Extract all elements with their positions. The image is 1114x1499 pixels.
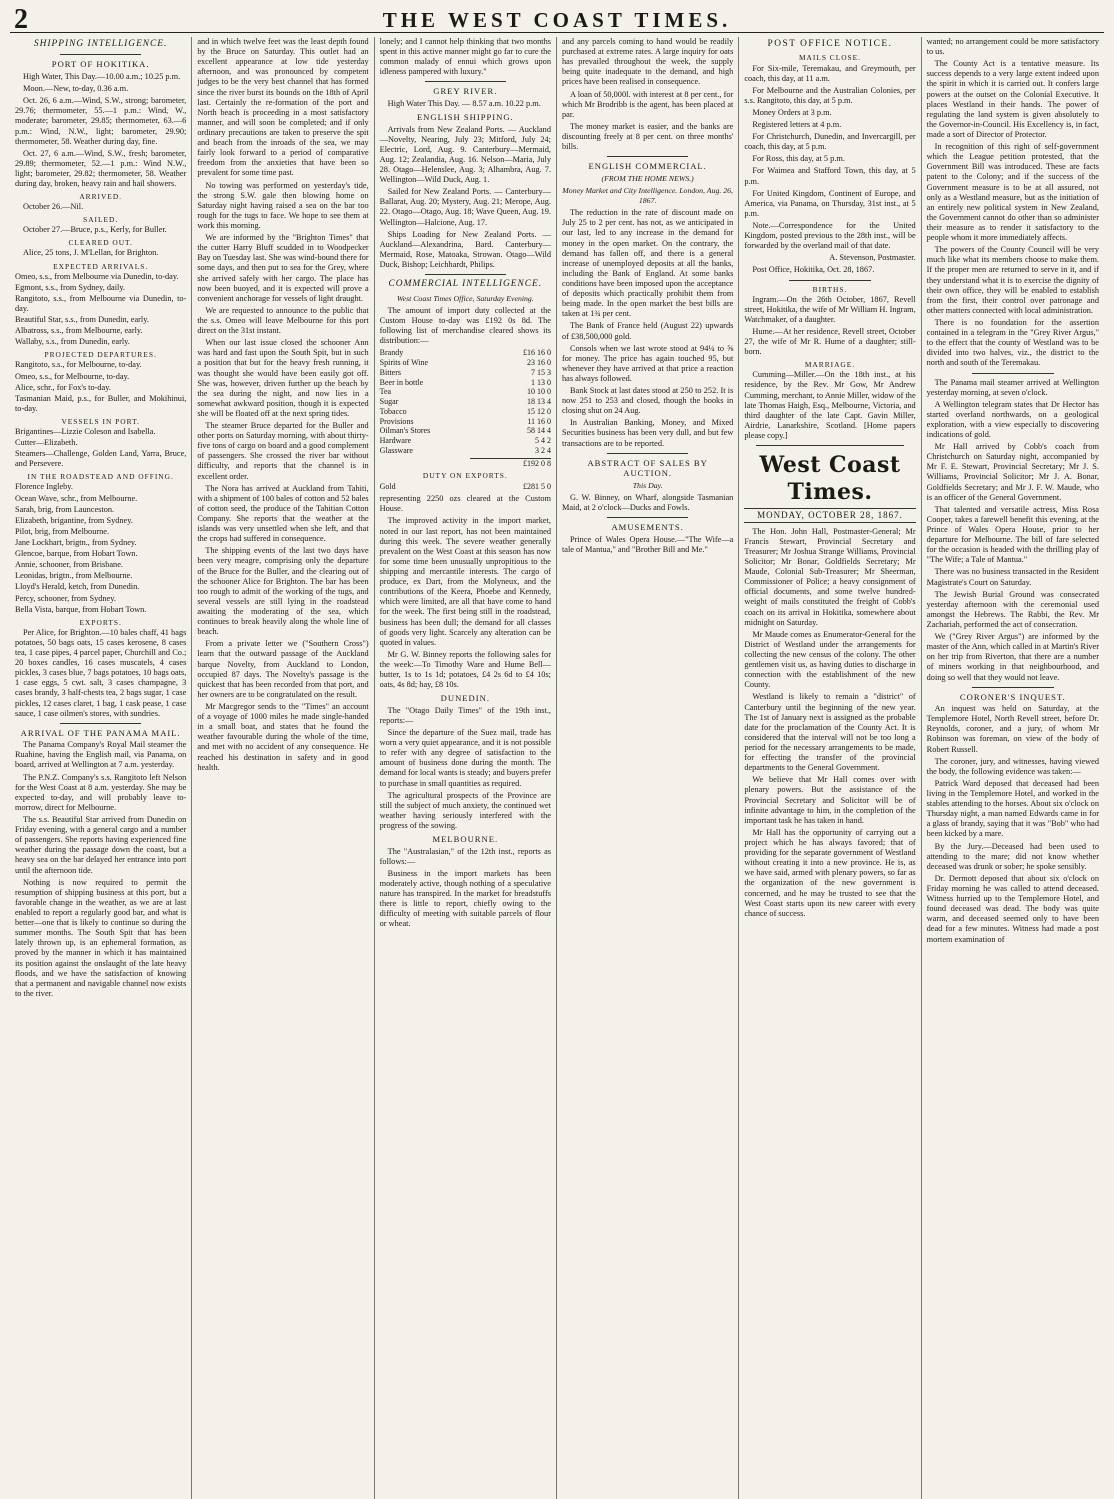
- duty-amount: 11 16 0: [527, 416, 551, 426]
- table-row: [380, 378, 551, 388]
- duty-amount: 5 4 2: [534, 436, 551, 446]
- cleared-entry: Alice, 25 tons, J. M'Lellan, for Brighton.: [23, 248, 159, 258]
- table-row: [380, 426, 551, 436]
- article-paragraph: The shipping events of the last two days have been very meagre, comprising only the departure of the Bruce for the Buller, and the clearing out of the schooner Alice for Brighton. The bar has been too rough to admit of the working of the tugs, and several vessels are still lying in the roadstead awaiting the moderating of the sea, which continues to break heavily along the whole line of beach.: [197, 546, 369, 637]
- high-water: High Water, This Day.—10.00 a.m.; 10.25 p.m.: [23, 71, 181, 81]
- projected-entry: Alice, schr., for Fox's to-day.: [15, 382, 111, 392]
- divider: [607, 517, 688, 518]
- article-paragraph: Since the departure of the Suez mail, trade has worn a very quiet appearance, and it is not possible to refer with any degree of satisfaction to the amount of business done during the month. The demand for local wants is steady; and buyers prefer to purchase in small quantities as required.: [379, 728, 551, 788]
- leader-title: West Coast Times.: [759, 452, 901, 505]
- divider: [972, 687, 1054, 688]
- duty-amount: 15 12 0: [526, 406, 551, 416]
- grey-river-heading: GREY RIVER.: [433, 86, 498, 97]
- divider: [972, 373, 1054, 374]
- article-paragraph: The steamer Bruce departed for the Buller and other ports on Saturday morning, with about thirty-five tons of cargo on board and a good complement of passengers. She crossed the river bar without difficulty, and reports that the channel is in excellent order.: [197, 421, 369, 481]
- article-paragraph: The Bank of France held (August 22) upwards of £38,500,000 gold.: [561, 321, 734, 341]
- inquest-paragraph: Patrick Ward deposed that deceased had been living in the Templemore Hotel, and worked in the stables attending to the horses. About six o'clock on Thursday night, a man named Edwards came in for a glass of brandy, saying that it was "Bob" who had been kicked by a mare.: [926, 778, 1099, 839]
- duty-item: Tobacco: [379, 406, 407, 416]
- english-shipping-heading: ENGLISH SHIPPING.: [416, 112, 514, 123]
- offing-entry: Ocean Wave, schr., from Melbourne.: [15, 493, 138, 503]
- panama-heading: ARRIVAL OF THE PANAMA MAIL.: [20, 727, 181, 738]
- english-commercial-dateline: Money Market and City Intelligence. London, Aug. 26, 1867.: [562, 186, 733, 205]
- vessels-list: [15, 427, 186, 469]
- article-paragraph: lonely; and I cannot help thinking that two months spent in this active manner might go far to cure the common malady of ennui which grows upon idleness pampered with luxury.": [379, 37, 551, 77]
- vessels-heading: VESSELS IN PORT.: [61, 416, 140, 426]
- article-paragraph: No towing was performed on yesterday's tide, the strong S.W. gale then blowing home on Saturday night having raised a sea on the bar too rough for the tugs to face. We hope to see them at work this morning.: [197, 180, 369, 230]
- news-paragraph: Mr Hall arrived by Cobb's coach from Christchurch on Saturday night, accompanied by Mr F. E. Stewart, Provincial Secretary; Mr J. S. Williams, Provincial Solicitor; Mr J. A. Bonar, Goldfields Secretary; and Mr J. F. W. Maude, who is an officer of the General Government.: [926, 442, 1099, 502]
- article-paragraph: The s.s. Beautiful Star arrived from Dunedin on Friday evening, with a general cargo and a number of passengers. She reports having experienced fine weather during the passage down the coast, but a heavy sea on the bar delayed her entrance into port until the afternoon tide.: [15, 815, 187, 875]
- news-paragraph: There was no business transacted in the Resident Magistrate's Court on Saturday.: [926, 567, 1099, 587]
- duty-item: Tea: [379, 387, 392, 397]
- amusements-heading: AMUSEMENTS.: [611, 522, 684, 533]
- column-3: [375, 37, 557, 1499]
- article-paragraph: Nothing is now required to permit the resumption of shipping business at this port, but a favorable change in the weather, as we are at last enabled to report a regularly good bar, and what is better—one that is likely to continue so during the summer months. The South Spit that has been lately thrown up, is an ephemeral formation, as proved by the manner in which it has maintained its position against the onslaught of the late heavy floods, and we have the satisfaction of knowing that a permanent and navigable channel now exists to the river.: [15, 877, 187, 998]
- postmaster-signature: A. Stevenson, Postmaster.: [829, 253, 916, 263]
- offing-entry: Sarah, brig, from Launceston.: [15, 504, 115, 514]
- article-paragraph: The "Australasian," of the 12th inst., reports as follows:—: [379, 846, 551, 866]
- column-4: [557, 37, 739, 1499]
- offing-entry: Percy, schooner, from Sydney.: [15, 593, 116, 603]
- post-office-heading: POST OFFICE NOTICE.: [767, 39, 893, 49]
- duty-item: Beer in bottle: [379, 377, 424, 387]
- duty-item: Bitters: [379, 367, 401, 377]
- table-row: [380, 348, 551, 358]
- melbourne-heading: MELBOURNE.: [432, 834, 499, 845]
- article-paragraph: The reduction in the rate of discount made on July 25 to 2 per cent. has not, as we anticipated in our last, led to any increase in the demand for money in the open market. On the contrary, the demand has fallen off, and there is a general increase of unemployed deposits at all the banks, including the Bank of England. At some banks conditions have been imposed upon the acceptance of deposits which practically prohibit them from being made. In the open market the best bills are taken at 1¾ per cent.: [561, 208, 734, 319]
- vessels-entry: Cutter—Elizabeth.: [15, 438, 78, 448]
- offing-entry: Jane Lockhart, brigtn., from Sydney.: [15, 538, 137, 547]
- section-title-shipping: SHIPPING INTELLIGENCE.: [33, 39, 168, 49]
- projected-entry: Rangitoto, s.s., for Melbourne, to-day.: [15, 360, 142, 370]
- duty-item: Oilman's Stores: [379, 426, 431, 436]
- vessels-entry: Brigantines—Lizzie Coleson and Isabella.: [15, 426, 156, 436]
- leader-paragraph: There is no foundation for the assertion contained in a telegram in the "Grey River Argus," to the effect that the county of Westland was to be divided into two halves, viz., the district to the north and south of the Teremakau.: [926, 317, 1099, 368]
- english-shipping-entry: Ships Loading for New Zealand Ports. — Auckland—Alexandrina, Bard. Canterbury—Mermaid, Rose, Matoaka, Strowan. Otago—Wild Duck, Bishop; Leichhardt, Philips.: [379, 229, 551, 269]
- offing-entry: Pilot, brig, from Melbourne.: [15, 526, 110, 536]
- moon-phase: Moon.—New, to-day, 0.36 a.m.: [23, 84, 129, 94]
- article-paragraph: We are informed by the "Brighton Times" that the cutter Harry Bluff scudded in to Woodpecker Bay on Tuesday last. She was wind-bound there for some days, and then put to sea for the Grey, where she arrived safely with her cargo. The place has now been buoyed, and it is expected will prove a convenient anchorage for vessels of light draught.: [197, 233, 369, 303]
- column-5: [739, 37, 921, 1499]
- table-row: [380, 387, 551, 397]
- post-office-dateline: Post Office, Hokitika, Oct. 28, 1867.: [752, 265, 875, 275]
- inquest-paragraph: Dr. Dermott deposed that about six o'clock on Friday morning he was called to attend deceased. Witness hurried up to the Templemore Hotel, and found deceased was dead. The body was quite warm, and deceased seemed only to have been dead for a few minutes. Witness had made a post mortem examination of: [926, 873, 1099, 944]
- columns: [10, 37, 1104, 1499]
- leader-paragraph: We believe that Mr Hall comes over with plenary powers. But the assistance of the Provincial Secretary and Solicitor will be of infinite advantage to him, in the completion of the important task he has taken in hand.: [744, 775, 916, 825]
- expected-entry: Albatross, s.s., from Melbourne, early.: [15, 326, 143, 336]
- article-paragraph: The P.N.Z. Company's s.s. Rangitoto left Nelson for the West Coast at 8 a.m. yesterday. She may be expected to-day, and will probably leave to-morrow, direct for Melbourne.: [15, 772, 187, 812]
- mail-entry: Registered letters at 4 p.m.: [752, 120, 842, 130]
- news-paragraph: That talented and versatile actress, Miss Rosa Cooper, takes a farewell benefit this evening, at the Prince of Wales Opera House, prior to her departure for Melbourne. The bill of fare selected for the occasion is headed with the thrilling play of "The Wife; a Tale of Mantua.": [926, 504, 1099, 565]
- exports-entry: Per Alice, for Brighton.—10 bales chaff, 41 bags potatoes, 50 bags oats, 15 cases kerosene, 8 cases tea, 1 case pipes, 4 parcel paper, Churchill and Co.; 20 boxes candles, 16 cases muscatels, 4 cases pickles, 3 cases blue, 7 bags potatoes, 10 bags oats, 1 case eggs, 5 cwt. salt, 3 cases champagne, 3 cases brandy, 3 half-chests tea, 2 bags sugar, 1 case pickles, 12 cases claret, 1 bag, 1 cask pease, 1 case sauce, 1 case oilmen's stores, with sundries.: [15, 627, 187, 718]
- table-row: [380, 417, 551, 427]
- inquest-paragraph: The coroner, jury, and witnesses, having viewed the body, the following evidence was taken:—: [926, 756, 1099, 776]
- duty-amount: £16 16 0: [522, 348, 551, 358]
- sailed-entry: October 27.—Bruce, p.s., Kerly, for Buller.: [23, 225, 167, 235]
- duty-amount: 10 10 0: [526, 387, 551, 397]
- weather-report: Oct. 26, 6 a.m.—Wind, S.W., strong; barometer, 29.76; thermometer, 55.—1 p.m.: Wind, W., moderate; barometer, 29.85; thermometer, 63.—6 p.m.: Wind, N.W., light; barometer, 29.90; thermometer, 58. Weather during day, fine.: [15, 96, 187, 146]
- offing-entry: Glencoe, barque, from Hobart Town.: [15, 549, 138, 559]
- article-paragraph: The agricultural prospects of the Province are still the subject of much anxiety, the continued wet weather having seriously interfered with the progress of the sowing.: [379, 790, 551, 830]
- leader-paragraph: The Hon. John Hall, Postmaster-General; Mr Francis Stewart, Provincial Secretary and Treasurer; Mr Joshua Strange Williams, Provincial Solicitor; Mr Bonar, Goldfields Secretary; Mr Maude, Colonial Sub-Treasurer; Mr Sheerman, Commissioner of Police; a heavy consignment of official documents, and some twelve hundred-weight of mails constituted the freight of Cobb's coach on its arrival in Hokitika, somewhere about midnight on Saturday.: [744, 526, 916, 627]
- news-paragraph: The Jewish Burial Ground was consecrated yesterday afternoon with the ceremonial used amongst the Hebrews. The Rabbi, the Rev. Mr Zachariah, performed the act of consecration.: [926, 589, 1099, 630]
- duty-amount: 1 13 0: [530, 377, 551, 387]
- article-paragraph: From a private letter we ("Southern Cross") learn that the outward passage of the Auckland barque Novelty, from Auckland to London, occupied 87 days. The Novelty's passage is the quickest that has been recorded from that port, and her owners are to be congratulated on the result.: [197, 639, 369, 699]
- auction-entry: G. W. Binney, on Wharf, alongside Tasmanian Maid, at 2 o'clock—Ducks and Fowls.: [561, 493, 734, 513]
- offing-list: [15, 482, 186, 614]
- article-paragraph: Consols when we last wrote stood at 94¼ to ⅝ for money. The price has again touched 95, but whenever they have arrived at that price a reaction has always followed.: [561, 343, 734, 383]
- article-paragraph: When our last issue closed the schooner Ann was hard and fast upon the South Spit, but in such a position that but for the heavy fresh running, it was thought she would have been easily got off. She was, however, driven further up the beach by the sea during the night, and now lies in a somewhat awkward position, though it is expected she will be floated off at the next spring tides.: [197, 338, 369, 418]
- article-paragraph: We are requested to announce to the public that the s.s. Omeo will leave Melbourne for this port direct on the 31st instant.: [197, 305, 369, 336]
- news-paragraph: The Panama mail steamer arrived at Wellington yesterday morning, at seven o'clock.: [926, 377, 1099, 397]
- expected-list: [15, 272, 186, 348]
- inquest-heading: CORONER'S INQUEST.: [959, 691, 1066, 702]
- article-paragraph: and any parcels coming to hand would be readily purchased at extreme rates. A large inquiry for oats has prevailed throughout the week, the supply being quite inadequate to the demand, and high prices have been realised in consequence.: [561, 37, 734, 87]
- article-paragraph: The Nora has arrived at Auckland from Tahiti, with a shipment of 100 bales of cotton and 52 bales of cotton seed, the produce of the Tahitian Cotton Company. She reports that the weather at the islands was very unsettled when she left, and that the crops had suffered in consequence.: [197, 483, 369, 544]
- article-paragraph: The money market is easier, and the banks are discounting freely at 8 per cent. on three months' bills.: [561, 121, 734, 152]
- mail-entry: For Ross, this day, at 5 p.m.: [752, 154, 845, 164]
- divider: [607, 156, 688, 157]
- duty-amount: 3 2 4: [534, 445, 551, 455]
- duty-amount: 18 13 4: [526, 397, 551, 407]
- export-duty-heading: DUTY ON EXPORTS.: [422, 471, 508, 481]
- divider: [607, 453, 688, 454]
- projected-entry: Omeo, s.s., for Melbourne, to-day.: [15, 371, 130, 381]
- divider: [60, 54, 141, 55]
- offing-entry: Lloyd's Herald, ketch, from Dunedin.: [15, 582, 140, 592]
- article-paragraph: Mr Macgregor sends to the "Times" an account of a voyage of 1000 miles he made single-handed in a small boat, and states that he found the weather favourable during the whole of the time, and met with no accident of any consequence. He reached his destination in safety and in good health.: [197, 702, 369, 772]
- expected-entry: Beautiful Star, s.s., from Dunedin, early.: [15, 315, 149, 325]
- leader-paragraph: wanted; no arrangement could be more satisfactory to us.: [926, 37, 1099, 57]
- leader-paragraph: Mr Maude comes as Enumerator-General for the District of Westland under the arrangements for collecting the new census of the colony. The other gentlemen visit us, as having duties to discharge in connection with the establishment of the new County.: [744, 629, 916, 690]
- duty-item: Provisions: [379, 416, 414, 426]
- article-paragraph: Mr G. W. Binney reports the following sales for the week:—To Timothy Ware and Hume Bell—butter, 1s to 1s 1d; potatoes, £4 2s 6d to £4 10s; oats, 4s 8d; hay, £8 10s.: [379, 649, 551, 690]
- auction-heading: ABSTRACT OF SALES BY AUCTION.: [587, 457, 708, 479]
- duty-item: Brandy: [379, 348, 404, 358]
- offing-entry: Bella Vista, barque, from Hobart Town.: [15, 604, 147, 614]
- duties-total: £192 0 8: [470, 458, 551, 469]
- commercial-intro: The amount of import duty collected at the Custom House to-day was £192 0s 8d. The following list of merchandise cleared shows its distribution:—: [379, 306, 551, 346]
- arrived-entry: October 26.—Nil.: [23, 202, 84, 212]
- english-shipping-entry: Arrivals from New Zealand Ports. — Auckland—Novelty, Nearing, July 23; Mitford, July 24; Electric, Lord, Aug. 9. Canterbury—Mermaid, Aug. 12; Zealandia, Aug. 16. Nelson—Maria, July 28. Otago—Helenslee, Aug. 3; Alhambra, Aug. 7. Wellington—Wild Duck, Aug. 1.: [379, 124, 551, 185]
- duty-amount: 23 16 0: [526, 358, 551, 368]
- expected-entry: Egmont, s.s., from Sydney, daily.: [15, 282, 126, 292]
- english-commercial-heading: ENGLISH COMMERCIAL.: [588, 161, 707, 172]
- amusements-entry: Prince of Wales Opera House.—"The Wife—a tale of Mantua," and "Brother Bill and Me.": [561, 534, 734, 554]
- table-row: [380, 446, 551, 456]
- gold-table: [380, 482, 551, 492]
- cleared-heading: CLEARED OUT.: [68, 238, 133, 248]
- leader-paragraph: Mr Hall has the opportunity of carrying out a project which he has always favored; that of providing for the separate government of Westland without creating it into a new province. He is, as we have said, armed with plenary powers, so far as the organization of the new government is concerned, and he may be trusted to see that the West Coast starts upon its new career with every chance of success.: [744, 827, 916, 918]
- port-title: PORT OF HOKITIKA.: [51, 59, 150, 70]
- table-row: [380, 436, 551, 446]
- mail-entry: For United Kingdom, Continent of Europe, and America, via Panama, on Thursday, 31st inst., at 5 p.m.: [744, 188, 916, 218]
- leader-date: MONDAY, OCTOBER 28, 1867.: [744, 508, 915, 523]
- leader-paragraph: The powers of the County Council will be very much like what its members choose to make them. If the proper men are returned to serve in it, and if they understand what it is to exercise the dignity of their own office, they will be enabled to establish from the first, their control over patronage and other matters connected with local administration.: [926, 245, 1099, 315]
- birth-notice: Ingram.—On the 26th October, 1867, Revell street, Hokitika, the wife of Mr William H. Ingram, Watchmaker, of a daughter.: [744, 294, 916, 324]
- gold-amount: £281 5 0: [522, 482, 551, 492]
- leader-paragraph: Westland is likely to remain a "district" of Canterbury until the beginning of the new year. The 1st of January next is assigned as the probable date for the proclamation of the County Act. It is considered that the interval will not be too long a period for the necessary arrangements to be made, for effecting the transfer of the provincial departments to the General Government.: [744, 692, 916, 773]
- duty-amount: 58 14 4: [526, 426, 551, 436]
- english-commercial-source: (FROM THE HOME NEWS.): [601, 173, 694, 183]
- news-paragraph: We ("Grey River Argus") are informed by the master of the Ann, which called in at Martin's River on her trip from Riverton, that there are a number of miners working in that neighbourhood, and doing so well that they would not leave.: [926, 632, 1099, 682]
- arrived-heading: ARRIVED.: [79, 192, 123, 202]
- expected-entry: Wallaby, s.s., from Dunedin, early.: [15, 337, 130, 347]
- leader-paragraph: The County Act is a tentative measure. Its success depends to a very large extent indeed upon the spirit in which it is carried out. It confers large powers at the outset on the Colonial Executive. It places Westland in their hands. The power of regulating the land system is given absolutely to the Governor-in-Council. His Excellency is, in fact, made a sort of Director of Protector.: [926, 59, 1099, 139]
- projected-list: [15, 360, 186, 414]
- mail-entry: For Christchurch, Dunedin, and Invercargill, per coach, this day, at 5 p.m.: [744, 132, 916, 152]
- column-6: [922, 37, 1104, 1499]
- divider: [425, 81, 506, 82]
- duty-item: Hardware: [379, 436, 412, 446]
- english-shipping-entry: Sailed for New Zealand Ports. — Canterbury—Ballarat, Aug. 20; Mystery, Aug. 21; Merope, Aug. 22. Otago—Otago, Aug. 18; Wave Queen, Aug. 19. Wellington—Halcione, Aug. 17.: [379, 187, 551, 227]
- article-paragraph: The Panama Company's Royal Mail steamer the Ruahine, having the English mail, via Panama, on board, arrived at Wellington at 7 a.m. yesterday.: [15, 740, 187, 770]
- duty-item: Glassware: [379, 445, 413, 455]
- vessels-entry: Steamers—Challenge, Golden Land, Yarra, Bruce, and Persevere.: [15, 449, 187, 469]
- mail-note: Note.—Correspondence for the United Kingdom, posted previous to the 28th inst., will be forwarded by the overland mail of that date.: [744, 221, 916, 251]
- commercial-heading: COMMERCIAL INTELLIGENCE.: [388, 279, 543, 290]
- mails-close-heading: MAILS CLOSE.: [798, 53, 862, 63]
- offing-entry: Annie, schooner, from Brisbane.: [15, 560, 123, 570]
- offing-entry: Florence Ingleby.: [15, 482, 73, 492]
- duty-amount: 7 15 3: [530, 367, 551, 377]
- expected-entry: Rangitoto, s.s., from Melbourne via Dunedin, to-day.: [15, 293, 187, 313]
- masthead: [10, 6, 1104, 33]
- marriage-heading: MARRIAGE.: [804, 360, 856, 370]
- leader-paragraph: In recognition of this right of self-government which the League petition protested, that the Government Bill was introduced. These are facts patent to the Colony; and if the success of the Government measure is to be at all assured, not only as a Westland measure, but as the initiation of an entirely new political system in New Zealand, the Government cannot do other than so administer their measure as to render it satisfactory to the people whom it more immediately affects.: [926, 142, 1099, 243]
- table-row: [380, 482, 551, 492]
- article-paragraph: and in which twelve feet was the least depth found by the Bruce on Saturday. This outlet had an excellent appearance at low tide yesterday afternoon, and was pronounced by competent judges to be the very best channel that has formed since the river burst its bounds on the 18th of April last. Certainly the re-formation of the port and North beach is proceeding in a most satisfactory manner, and will soon be completed; and if only ordinary precautions are taken to preserve the spit and beach from the inroads of the sea, we may fairly look forward to a period of comparative freedom from the anxieties that have been so prevalent for some time past.: [197, 37, 369, 178]
- projected-heading: PROJECTED DEPARTURES.: [44, 350, 157, 360]
- duty-item: Spirits of Wine: [379, 358, 429, 368]
- expected-entry: Omeo, s.s., from Melbourne via Dunedin, to-day.: [15, 271, 179, 281]
- table-row: [380, 407, 551, 417]
- divider: [756, 445, 903, 446]
- mail-entry: Money Orders at 3 p.m.: [752, 107, 832, 117]
- article-paragraph: Bank Stock at last dates stood at 250 to 252. It is now 251 to 253 and closed, though the books in closing shut on 24 Aug.: [561, 386, 734, 416]
- auction-date: This Day.: [632, 480, 663, 490]
- table-row: [380, 397, 551, 407]
- grey-river-high-water: High Water This Day. — 8.57 a.m. 10.22 p.m.: [387, 98, 541, 108]
- article-paragraph: The "Otago Daily Times" of the 19th inst., reports:—: [379, 705, 551, 725]
- duties-table: [380, 348, 551, 455]
- sailed-heading: SAILED.: [83, 215, 119, 225]
- gold-note: representing 2250 ozs cleared at the Custom House.: [379, 494, 551, 514]
- births-heading: BIRTHS.: [812, 284, 848, 294]
- paper-name: THE WEST COAST TIMES.: [382, 8, 732, 32]
- weather-report: Oct. 27, 6 a.m.—Wind, S.W., fresh; barometer, 29.89; thermometer, 52.—1 p.m.: Wind N.W., light; barometer, 29.82; thermometer, 58. Weather during day, broken, heavy rain and hail showers.: [15, 148, 187, 189]
- exports-heading: EXPORTS.: [79, 617, 122, 627]
- offing-entry: Leonidas, brigtn., from Melbourne.: [15, 571, 133, 581]
- divider: [60, 723, 141, 724]
- birth-notice: Hume.—At her residence, Revell street, October 27, the wife of Mr R. Hume of a daughter; still-born.: [744, 326, 916, 357]
- duty-item: Sugar: [379, 397, 399, 407]
- news-paragraph: A Wellington telegram states that Dr Hector has started overland northwards, on a geological exploration, with a view especially to discovering indications of gold.: [926, 399, 1099, 440]
- projected-entry: Tasmanian Maid, p.s., for Buller, and Mokihinui, to-day.: [15, 393, 187, 413]
- commercial-dateline: West Coast Times Office, Saturday Evening.: [396, 293, 534, 303]
- column-2: [192, 37, 374, 1499]
- divider: [425, 274, 506, 275]
- article-paragraph: The improved activity in the import market, noted in our last report, has not been maintained during this week. The severe weather generally prevalent on the West Coast at this season has now for some time been unusually unpropitious to the shipping and mercantile interests. The cargo of produce, ex Dart, from the Molyneux, and the contributions of the Keera, Phoebe and Kennedy, which were limited, are all that have come to hand for the week. The first being still in the roadstead, business has been dull; the demand for all classes of goods very light. Scarcely any alteration can be quoted in values.: [379, 516, 551, 647]
- table-row: [380, 358, 551, 368]
- expected-heading: EXPECTED ARRIVALS.: [53, 261, 149, 271]
- article-paragraph: In Australian Banking, Money, and Mixed Securities business has been very dull, and but few transactions are to be reported.: [561, 418, 734, 448]
- article-paragraph: Business in the import markets has been moderately active, though nothing of a speculative nature has transpired. In the market for breadstuffs there is little to report, chiefly owing to the difficulty of meeting with suitable parcels of flour or wheat.: [379, 868, 551, 929]
- inquest-paragraph: An inquest was held on Saturday, at the Templemore Hotel, North Revell street, before Dr. Reynolds, coroner, and a jury, of whom Mr Robinson was foreman, on view of the body of Robert Russell.: [926, 704, 1099, 754]
- mail-entry: For Waimea and Stafford Town, this day, at 5 p.m.: [744, 166, 916, 186]
- divider: [789, 280, 870, 281]
- article-paragraph: A loan of 50,000l. with interest at 8 per cent., for which Mr Brodribb is the agent, has been placed at par.: [561, 89, 734, 119]
- dunedin-heading: DUNEDIN.: [440, 693, 490, 704]
- column-1: [10, 37, 192, 1499]
- offing-heading: IN THE ROADSTEAD AND OFFING.: [27, 472, 174, 482]
- table-row: [380, 368, 551, 378]
- inquest-paragraph: By the Jury.—Deceased had been used to attending to the mare; did not know whether deceased was drunk or sober; he spoke sensibly.: [926, 841, 1099, 871]
- mail-entry: For Melbourne and the Australian Colonies, per s.s. Rangitoto, this day, at 5 p.m.: [744, 85, 916, 105]
- marriage-notice: Cumming—Miller.—On the 18th inst., at his residence, by the Rev. Mr Gow, Mr Andrew Cumming, merchant, to Annie Miller, widow of the late Thomas Haigh, Esq., Melbourne, Victoria, and third daughter of the late Capt. Gavin Miller, Airdrie, Lanarkshire, Scotland. [Home papers please copy.]: [744, 370, 916, 440]
- page-number: 2: [14, 4, 28, 35]
- mail-entry: For Six-mile, Teremakau, and Greymouth, per coach, this day, at 11 a.m.: [744, 63, 916, 83]
- offing-entry: Elizabeth, brigantine, from Sydney.: [15, 515, 133, 525]
- gold-item: Gold: [379, 482, 396, 492]
